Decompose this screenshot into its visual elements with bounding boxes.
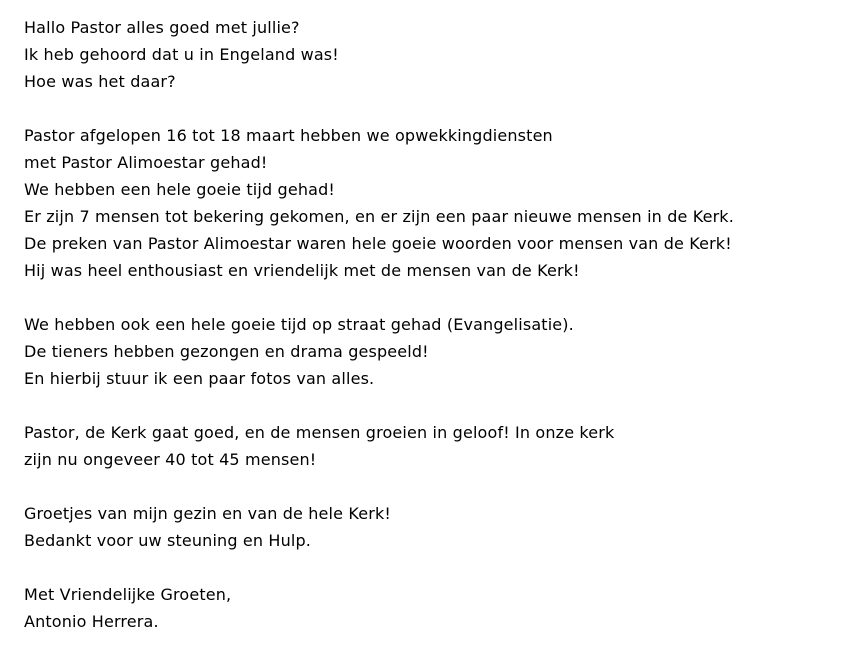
regards-paragraph (24, 500, 850, 554)
text-line: Hoe was het daar? (24, 72, 176, 91)
text-line: We hebben een hele goeie tijd gehad! (24, 180, 335, 199)
church-growth-paragraph (24, 419, 850, 473)
text-line: met Pastor Alimoestar gehad! (24, 153, 268, 172)
text-line: We hebben ook een hele goeie tijd op straat gehad (Evangelisatie). (24, 315, 574, 334)
text-line: Bedankt voor uw steuning en Hulp. (24, 531, 312, 550)
text-line: Pastor, de Kerk gaat goed, en de mensen groeien in geloof! In onze kerk (24, 423, 615, 442)
signature-block (24, 581, 850, 635)
text-line: Ik heb gehoord dat u in Engeland was! (24, 45, 339, 64)
text-line: zijn nu ongeveer 40 tot 45 mensen! (24, 450, 317, 469)
text-line: De tieners hebben gezongen en drama gespeeld! (24, 342, 429, 361)
text-line: Pastor afgelopen 16 tot 18 maart hebben we opwekkingdiensten (24, 126, 553, 145)
revival-services-paragraph (24, 122, 850, 284)
text-line: De preken van Pastor Alimoestar waren hele goeie woorden voor mensen van de Kerk! (24, 234, 732, 253)
text-line: Hij was heel enthousiast en vriendelijk met de mensen van de Kerk! (24, 261, 580, 280)
signature-name: Antonio Herrera. (24, 612, 159, 631)
text-line: Groetjes van mijn gezin en van de hele Kerk! (24, 504, 391, 523)
text-line: En hierbij stuur ik een paar fotos van alles. (24, 369, 375, 388)
text-line: Er zijn 7 mensen tot bekering gekomen, en er zijn een paar nieuwe mensen in de Kerk. (24, 207, 734, 226)
greeting-paragraph (24, 14, 850, 95)
text-line: Hallo Pastor alles goed met jullie? (24, 18, 300, 37)
closing-line: Met Vriendelijke Groeten, (24, 585, 232, 604)
evangelism-paragraph (24, 311, 850, 392)
letter-body (24, 14, 850, 635)
